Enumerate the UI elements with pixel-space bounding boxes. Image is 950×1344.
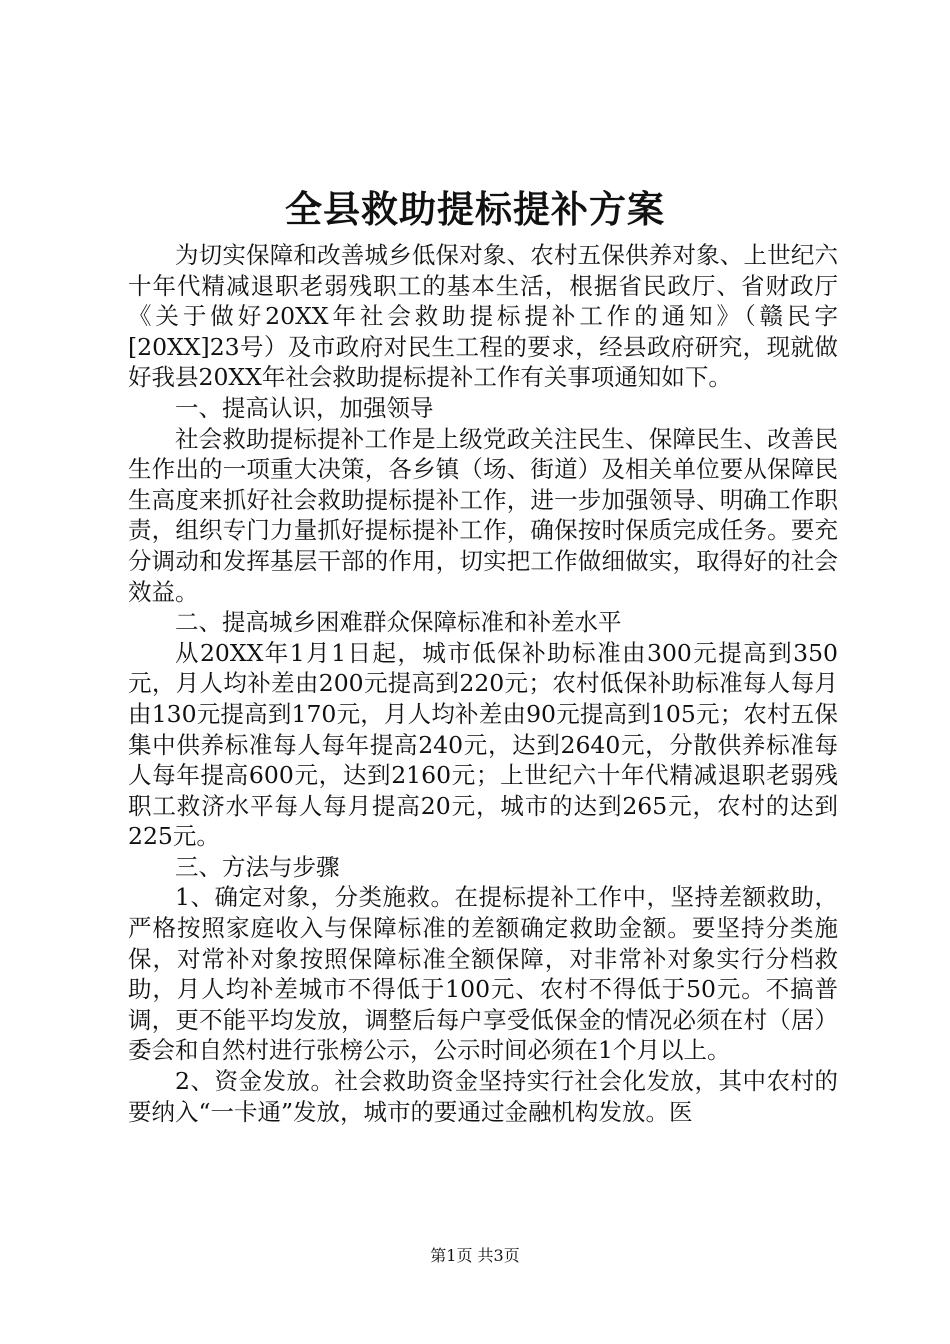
section-heading-2: 二、提高城乡困难群众保障标准和补差水平 bbox=[175, 608, 622, 637]
section-2-paragraph: 从20XX年1月1日起，城市低保补助标准由300元提高到350元，月人均补差由200元提高到220元；农村低保补助标准每人每月由130元提高到170元，月人均补差由90元提高到105元；农村五保集中供养标准每人每年提高240元，达到2640元，分散供养标准每人每年提高600元，达到2160元；上世纪六十年代精减退职老弱残职工救济水平每人每月提高20元，城市的达到265元，农村的达到225元。 bbox=[128, 638, 838, 851]
section-3-item-1: 1、确定对象，分类施救。在提标提补工作中，坚持差额救助，严格按照家庭收入与保障标准的差额确定救助金额。要坚持分类施保，对常补对象按照保障标准全额保障，对非常补对象实行分档救助，月人均补差城市不得低于100元、农村不得低于50元。不搞普调，更不能平均发放，调整后每户享受低保金的情况必须在村（居）委会和自然村进行张榜公示，公示时间必须在1个月以上。 bbox=[128, 883, 838, 1065]
document-body bbox=[128, 240, 838, 1127]
section-heading-3: 三、方法与步骤 bbox=[175, 852, 340, 881]
section-heading-1: 一、提高认识，加强领导 bbox=[175, 393, 434, 422]
intro-paragraph: 为切实保障和改善城乡低保对象、农村五保供养对象、上世纪六十年代精减退职老弱残职工的基本生活，根据省民政厅、省财政厅《关于做好20XX年社会救助提标提补工作的通知》（赣民字[20XX]23号）及市政府对民生工程的要求，经县政府研究，现就做好我县20XX年社会救助提标提补工作有关事项通知如下。 bbox=[128, 241, 838, 392]
section-3-item-2: 2、资金发放。社会救助资金坚持实行社会化发放，其中农村的要纳入“一卡通”发放，城市的要通过金融机构发放。医 bbox=[128, 1067, 838, 1126]
section-1-paragraph: 社会救助提标提补工作是上级党政关注民生、保障民生、改善民生作出的一项重大决策，各乡镇（场、街道）及相关单位要从保障民生高度来抓好社会救助提标提补工作，进一步加强领导、明确工作职责，组织专门力量抓好提标提补工作，确保按时保质完成任务。要充分调动和发挥基层干部的作用，切实把工作做细做实，取得好的社会效益。 bbox=[128, 424, 838, 606]
page-footer: 第1页 共3页 bbox=[430, 1246, 520, 1265]
document-title: 全县救助提标提补方案 bbox=[285, 187, 665, 231]
